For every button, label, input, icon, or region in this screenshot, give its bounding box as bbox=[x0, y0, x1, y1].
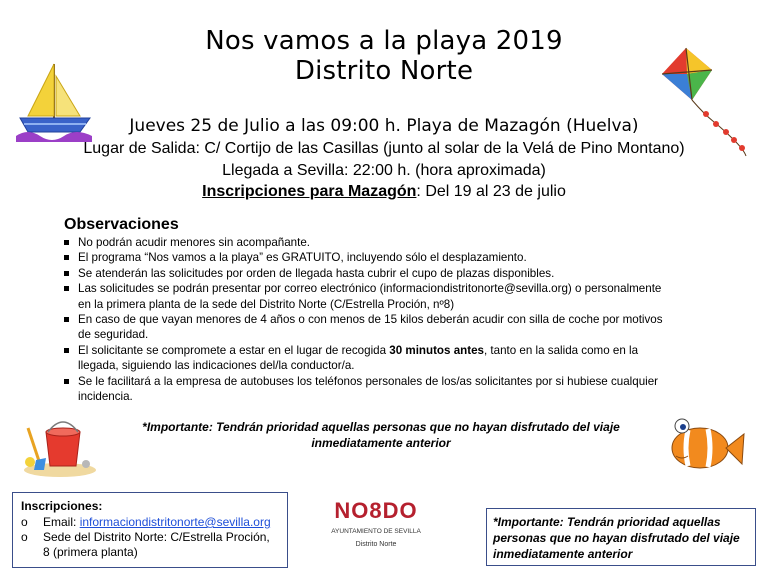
departure-place: Lugar de Salida: C/ Cortijo de las Casillas (junto al solar de la Velá de Pino Montano) bbox=[83, 140, 685, 157]
observation-item: Se le facilitará a la empresa de autobuses los teléfonos personales de los/as solicitantes por si hubiese cualquier incidencia. bbox=[64, 374, 674, 405]
registration-dates bbox=[0, 183, 768, 201]
priority-note-box: *Importante: Tendrán prioridad aquellas personas que no hayan disfrutado del viaje inmediatamente anterior bbox=[486, 508, 756, 566]
observations-list bbox=[64, 235, 674, 404]
observation-item: Se atenderán las solicitudes por orden de llegada hasta cubrir el cupo de plazas disponibles. bbox=[64, 266, 674, 281]
ayuntamiento-logo: NO8DO bbox=[334, 498, 418, 523]
sand-bucket-illustration bbox=[22, 414, 96, 478]
observation-text: , tanto en la salida como en la llegada, siguiendo las indicaciones del/la conductor/a. bbox=[78, 343, 639, 373]
registration-contact-box bbox=[12, 492, 288, 568]
registration-label: Inscripciones para Mazagón bbox=[202, 183, 417, 200]
event-date-location: Jueves 25 de Julio a las 09:00 h. Playa de Mazagón (Huelva) bbox=[129, 116, 639, 136]
observation-emphasis: 30 minutos antes bbox=[389, 343, 484, 357]
email-row bbox=[21, 515, 279, 530]
office-address: o Sede del Distrito Norte: C/Estrella Proción, 8 (primera planta) bbox=[21, 530, 279, 560]
observation-item bbox=[64, 343, 674, 374]
clownfish-illustration bbox=[666, 416, 746, 478]
arrival-time: Llegada a Sevilla: 22:00 h. (hora aproximada) bbox=[222, 162, 546, 179]
logo-subtitle: AYUNTAMIENTO DE SEVILLA bbox=[331, 528, 421, 535]
observation-item: No podrán acudir menores sin acompañante. bbox=[64, 235, 674, 250]
observations-heading: Observaciones bbox=[64, 216, 179, 233]
title-line-1: Nos vamos a la playa 2019 bbox=[205, 26, 563, 56]
observation-item: El programa “Nos vamos a la playa” es GRATUITO, incluyendo sólo el desplazamiento. bbox=[64, 250, 674, 265]
email-label: Email: bbox=[43, 515, 80, 529]
title-line-2: Distrito Norte bbox=[294, 56, 474, 86]
registration-text: : Del 19 al 23 de julio bbox=[416, 183, 566, 200]
priority-note: *Importante: Tendrán prioridad aquellas personas que no hayan disfrutado del viaje inmediatamente anterior bbox=[142, 420, 620, 450]
observation-item: En caso de que vayan menores de 4 años o con menos de 15 kilos deberán acudir con silla de coche por motivos de seguridad. bbox=[64, 312, 674, 343]
logo-district: Distrito Norte bbox=[355, 541, 397, 548]
observation-item: Las solicitudes se podrán presentar por correo electrónico (informaciondistritonorte@sevilla.org) o personalmente en la primera planta de la sede del Distrito Norte (C/Estrella Proción, nº8) bbox=[64, 281, 674, 312]
email-link[interactable]: informaciondistritonorte@sevilla.org bbox=[79, 515, 271, 529]
registration-box-heading: Inscripciones: bbox=[21, 499, 103, 513]
observation-text: El solicitante se compromete a estar en el lugar de recogida bbox=[78, 343, 390, 357]
